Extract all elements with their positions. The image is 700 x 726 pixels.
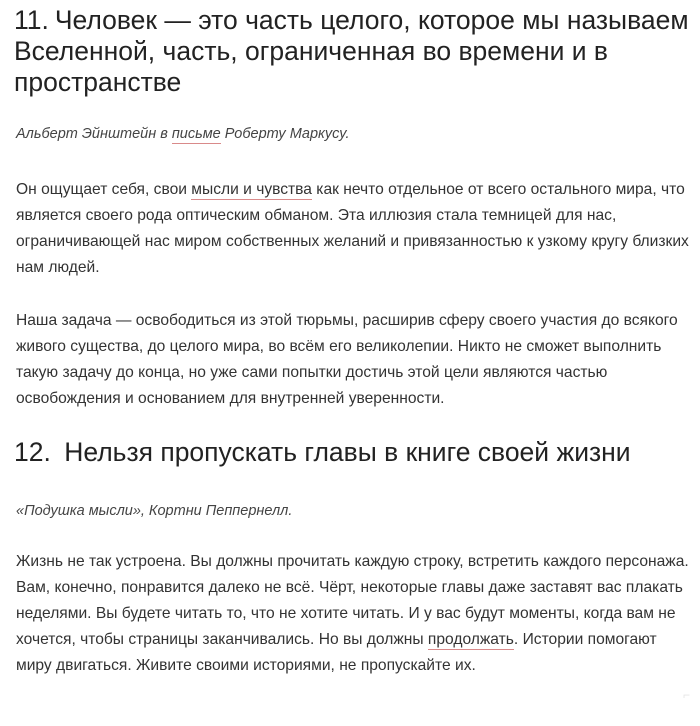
thoughts-feelings-link[interactable]: мысли и чувства <box>191 181 312 198</box>
section-12-quote: «Подушка мысли», Кортни Пеппернелл. <box>16 503 293 519</box>
section-11-number: 11. <box>14 5 49 35</box>
paragraph-1-text-after: как нечто отдельное от всего остального мира, что является своего рода оптическим обманом. Эта иллюзия стала темницей для нас, ограничивающей нас миром собственных желаний и привязанностью к узкому кругу близких нам людей. <box>16 181 689 276</box>
section-12-heading <box>14 437 700 468</box>
continue-link[interactable]: продолжать <box>427 631 514 648</box>
paragraph-1-text-before: Он ощущает себя, свои <box>16 181 192 198</box>
letter-link[interactable]: письме <box>171 126 221 142</box>
section-11-paragraph-2: Наша задача — освободиться из этой тюрьмы, расширив сферу своего участия до всякого живого существа, до целого мира, во всём его великолепии. Никто не сможет выполнить такую задачу до конца, но уже сами попытки достичь этой цели являются частью освобождения и основанием для внутренней уверенности. <box>16 312 678 407</box>
section-11-quote-text-after: Роберту Маркусу. <box>220 126 350 142</box>
section-11-heading <box>14 5 700 98</box>
section-11-paragraph-1 <box>16 177 696 281</box>
section-12-number: 12. <box>14 437 51 467</box>
scroll-indicator-icon: ⌐ <box>682 688 690 702</box>
section-12-title: Нельзя пропускать главы в книге своей жизни <box>64 437 631 467</box>
section-11-quote <box>16 124 350 144</box>
paragraph-3-text-after: . Истории помогают миру двигаться. Живите своими историями, не пропускайте их. <box>16 631 657 674</box>
section-12-paragraph <box>16 549 696 679</box>
section-11-title: Человек — это часть целого, которое мы называем Вселенной, часть, ограниченная во времени и в пространстве <box>14 5 689 97</box>
paragraph-3-text-before: Жизнь не так устроена. Вы должны прочитать каждую строку, встретить каждого персонажа. Вам, конечно, понравится далеко не всё. Чёрт, некоторые главы даже заставят вас плакать неделями. Вы будете читать то, что не хотите читать. И у вас будут моменты, когда вам не хочется, чтобы страницы заканчивались. Но вы должны <box>16 553 689 648</box>
section-11-quote-text-before: Альберт Эйнштейн в <box>16 126 172 142</box>
